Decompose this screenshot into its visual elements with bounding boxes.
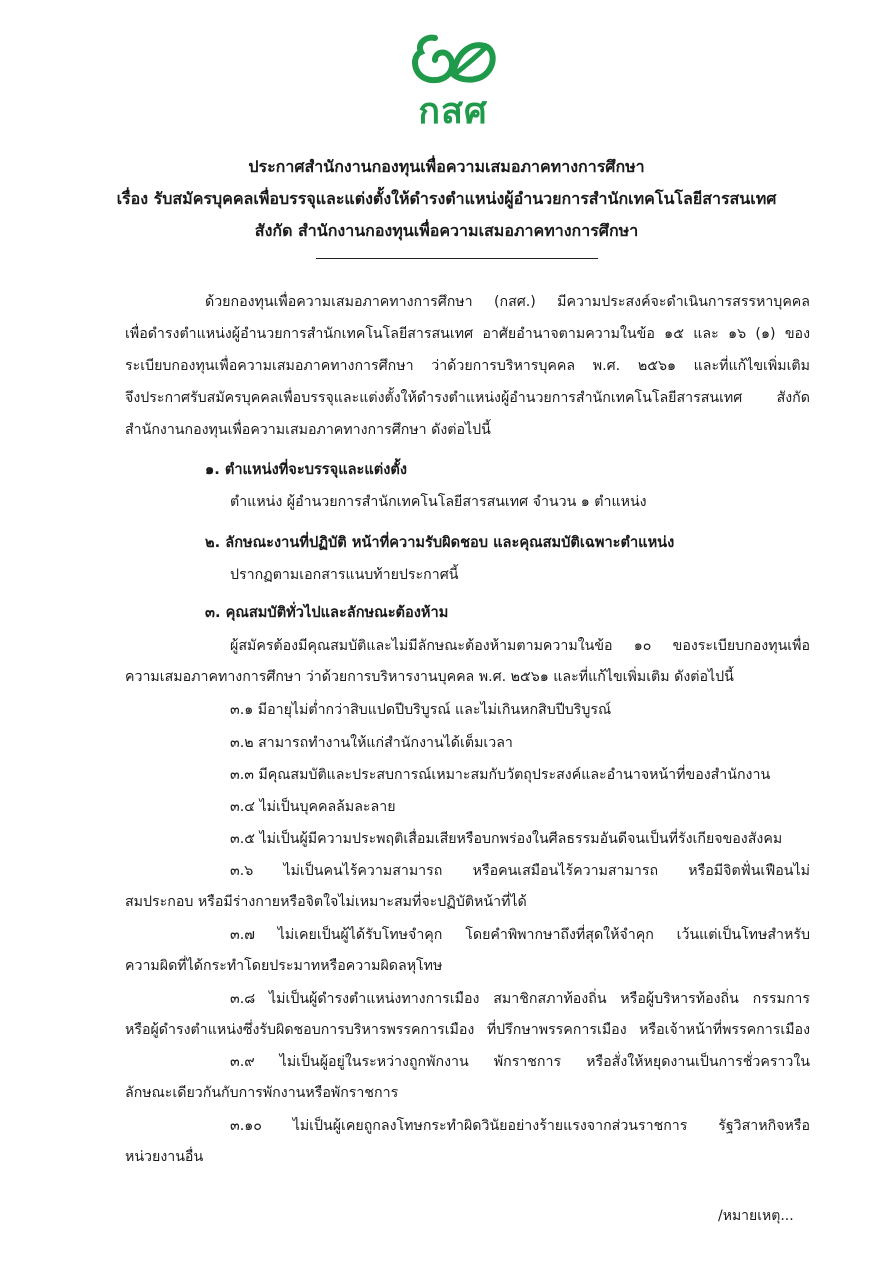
section-3-item-7-line-2: ความผิดที่ได้กระทำโดยประมาทหรือความผิดลหุโทษ [125,958,443,974]
continued-note: /หมายเหตุ... [718,1208,794,1224]
logo-wordmark: กสศ [418,91,488,132]
section-2-heading: ๒. ลักษณะงานที่ปฏิบัติ หน้าที่ความรับผิดชอบ และคุณสมบัติเฉพาะตำแหน่ง [205,534,675,551]
title-underline [316,258,598,259]
announcement-affiliation: สังกัด สำนักงานกองทุนเพื่อความเสมอภาคทางการศึกษา [254,221,639,240]
section-3-item-4: ๓.๔ ไม่เป็นบุคคลล้มละลาย [230,799,396,815]
leaf-logo-icon [405,30,501,94]
section-2-body: ปรากฏตามเอกสารแนบท้ายประกาศนี้ [230,567,459,583]
section-3-item-1: ๓.๑ มีอายุไม่ต่ำกว่าสิบแปดปีบริบูรณ์ และไม่เกินหกสิบปีบริบูรณ์ [230,702,612,718]
section-3-item-6-line-2: สมประกอบ หรือมีร่างกายหรือจิตใจไม่เหมาะสมที่จะปฏิบัติหน้าที่ได้ [125,894,527,910]
section-3-item-2: ๓.๒ สามารถทำงานให้แก่สำนักงานได้เต็มเวลา [230,735,513,751]
kss-logo [405,30,501,150]
section-3-heading: ๓. คุณสมบัติทั่วไปและลักษณะต้องห้าม [205,604,449,621]
intro-line-4: จึงประกาศรับสมัครบุคคลเพื่อบรรจุและแต่งตั้งให้ดำรงตำแหน่งผู้อำนวยการสำนักเทคโนโลยีสารสนเทศ สังกัด [125,390,810,406]
section-3-item-8-line-2: หรือผู้ดำรงตำแหน่งซึ่งรับผิดชอบการบริหารพรรคการเมือง ที่ปรึกษาพรรคการเมือง หรือเจ้าหน้าที่พรรคการเมือง [125,1022,810,1038]
section-3-item-9-line-2: ลักษณะเดียวกันกับการพักงานหรือพักราชการ [125,1085,399,1101]
announcement-subject: เรื่อง รับสมัครบุคคลเพื่อบรรจุและแต่งตั้งให้ดำรงตำแหน่งผู้อำนวยการสำนักเทคโนโลยีสารสนเทศ [116,189,777,208]
intro-line-3: ระเบียบกองทุนเพื่อความเสมอภาคทางการศึกษา ว่าด้วยการบริหารบุคคล พ.ศ. ๒๕๖๑ และที่แก้ไขเพิ่มเติม [125,358,810,374]
section-3-item-10-line-1: ๓.๑๐ ไม่เป็นผู้เคยถูกลงโทษกระทำผิดวินัยอย่างร้ายแรงจากส่วนราชการ รัฐวิสาหกิจหรือ [230,1118,810,1134]
section-3-intro-line-1: ผู้สมัครต้องมีคุณสมบัติและไม่มีลักษณะต้องห้ามตามความในข้อ ๑๐ ของระเบียบกองทุนเพื่อ [230,638,810,654]
section-3-item-3: ๓.๓ มีคุณสมบัติและประสบการณ์เหมาะสมกับวัตถุประสงค์และอำนาจหน้าที่ของสำนักงาน [230,767,771,783]
section-3-item-5: ๓.๕ ไม่เป็นผู้มีความประพฤติเสื่อมเสียหรือบกพร่องในศีลธรรมอันดีจนเป็นที่รังเกียจของสังคม [230,831,783,847]
announcement-title: ประกาศสำนักงานกองทุนเพื่อความเสมอภาคทางการศึกษา [248,157,645,176]
section-3-intro-line-2: ความเสมอภาคทางการศึกษา ว่าด้วยการบริหารงานบุคคล พ.ศ. ๒๕๖๑ และที่แก้ไขเพิ่มเติม ดังต่อไปนี้ [125,669,734,685]
intro-line-5: สำนักงานกองทุนเพื่อความเสมอภาคทางการศึกษา ดังต่อไปนี้ [125,422,491,438]
section-1-body: ตำแหน่ง ผู้อำนวยการสำนักเทคโนโลยีสารสนเทศ จำนวน ๑ ตำแหน่ง [230,494,647,510]
section-3-item-10-line-2: หน่วยงานอื่น [125,1149,204,1165]
section-3-item-6-line-1: ๓.๖ ไม่เป็นคนไร้ความสามารถ หรือคนเสมือนไร้ความสามารถ หรือมีจิตฟั่นเฟือนไม่ [230,863,810,879]
section-1-heading: ๑. ตำแหน่งที่จะบรรจุและแต่งตั้ง [205,461,407,478]
intro-line-2: เพื่อดำรงตำแหน่งผู้อำนวยการสำนักเทคโนโลยีสารสนเทศ อาศัยอำนาจตามความในข้อ ๑๕ และ ๑๖ (๑) ของ [125,326,810,342]
section-3-item-7-line-1: ๓.๗ ไม่เคยเป็นผู้ได้รับโทษจำคุก โดยคำพิพากษาถึงที่สุดให้จำคุก เว้นแต่เป็นโทษสำหรับ [230,927,810,943]
section-3-item-9-line-1: ๓.๙ ไม่เป็นผู้อยู่ในระหว่างถูกพักงาน พักราชการ หรือสั่งให้หยุดงานเป็นการชั่วคราวใน [230,1054,810,1070]
intro-line-1: ด้วยกองทุนเพื่อความเสมอภาคทางการศึกษา (กสศ.) มีความประสงค์จะดำเนินการสรรหาบุคคล [205,294,810,310]
section-3-item-8-line-1: ๓.๘ ไม่เป็นผู้ดำรงตำแหน่งทางการเมือง สมาชิกสภาท้องถิ่น หรือผู้บริหารท้องถิ่น กรรมการ [230,991,810,1007]
